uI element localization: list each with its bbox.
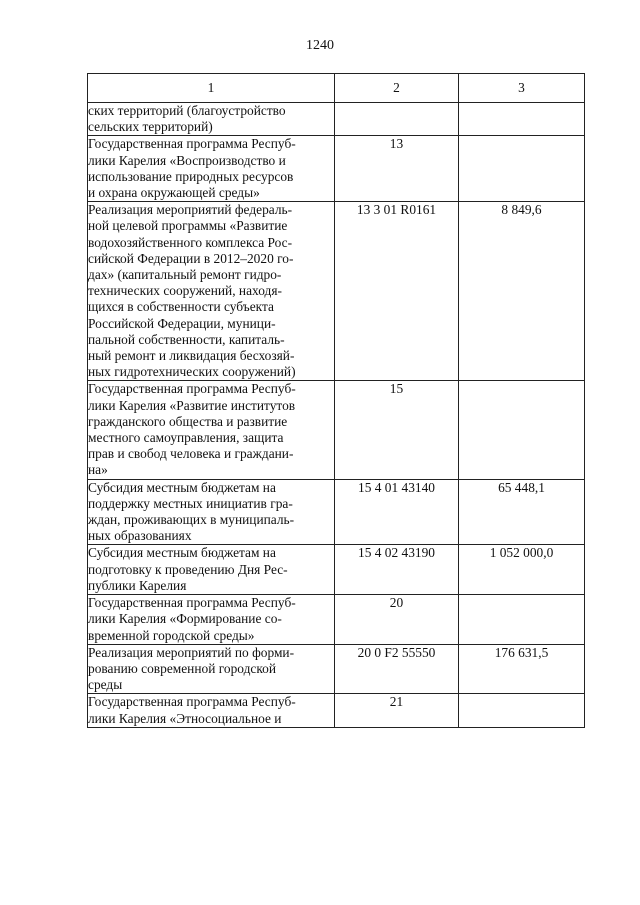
row-amount xyxy=(459,381,585,479)
row-description xyxy=(88,694,335,727)
description-line: ных образованиях xyxy=(88,528,192,544)
column-header-3: 3 xyxy=(459,74,585,103)
row-code: 20 0 F2 55550 xyxy=(335,644,459,694)
description-line: местного самоуправления, защита xyxy=(88,430,284,446)
description-line: щихся в собственности субъекта xyxy=(88,299,274,315)
row-amount xyxy=(459,694,585,727)
row-description xyxy=(88,103,335,136)
description-line: временной городской среды» xyxy=(88,627,255,643)
row-amount xyxy=(459,136,585,202)
column-header-2: 2 xyxy=(335,74,459,103)
description-line: лики Карелия «Воспроизводство и xyxy=(88,152,286,168)
description-line: Реализация мероприятий федераль- xyxy=(88,202,293,218)
row-description xyxy=(88,381,335,479)
row-amount: 65 448,1 xyxy=(459,479,585,545)
description-line: гражданского общества и развитие xyxy=(88,413,288,429)
table-row xyxy=(88,136,585,202)
description-line: Субсидия местным бюджетам на xyxy=(88,479,276,495)
description-line: Государственная программа Респуб- xyxy=(88,595,296,611)
description-line: Государственная программа Респуб- xyxy=(88,694,296,710)
column-header-1: 1 xyxy=(88,74,335,103)
description-line: на» xyxy=(88,462,108,478)
budget-table xyxy=(87,73,585,728)
header-row xyxy=(88,74,585,103)
description-line: публики Карелия xyxy=(88,577,187,593)
description-line: лики Карелия «Формирование со- xyxy=(88,611,282,627)
description-line: поддержку местных инициатив гра- xyxy=(88,495,293,511)
table-row xyxy=(88,545,585,595)
description-line: технических сооружений, находя- xyxy=(88,283,282,299)
row-amount xyxy=(459,595,585,645)
table-row xyxy=(88,103,585,136)
table-body xyxy=(88,103,585,728)
description-line: сийской Федерации в 2012–2020 го- xyxy=(88,250,294,266)
row-code: 13 3 01 R0161 xyxy=(335,202,459,381)
description-line: среды xyxy=(88,677,123,693)
description-line: ной целевой программы «Развитие xyxy=(88,218,288,234)
description-line: водохозяйственного комплекса Рос- xyxy=(88,234,293,250)
row-description xyxy=(88,202,335,381)
row-code: 15 4 02 43190 xyxy=(335,545,459,595)
page-number: 1240 xyxy=(306,38,334,53)
row-code: 13 xyxy=(335,136,459,202)
description-line: Государственная программа Респуб- xyxy=(88,136,296,152)
description-line: прав и свобод человека и граждани- xyxy=(88,446,294,462)
description-line: лики Карелия «Развитие институтов xyxy=(88,397,296,413)
table-row xyxy=(88,202,585,381)
row-amount: 1 052 000,0 xyxy=(459,545,585,595)
row-description xyxy=(88,545,335,595)
row-amount xyxy=(459,103,585,136)
description-line: ный ремонт и ликвидация бесхозяй- xyxy=(88,348,295,364)
row-description xyxy=(88,644,335,694)
table-row xyxy=(88,694,585,727)
description-line: лики Карелия «Этносоциальное и xyxy=(88,710,282,726)
description-line: Субсидия местным бюджетам на xyxy=(88,545,276,561)
description-line: пальной собственности, капиталь- xyxy=(88,331,285,347)
description-line: использование природных ресурсов xyxy=(88,168,294,184)
description-line: сельских территорий) xyxy=(88,119,213,135)
description-line: дах» (капитальный ремонт гидро- xyxy=(88,267,282,283)
row-code: 20 xyxy=(335,595,459,645)
description-line: Государственная программа Респуб- xyxy=(88,381,296,397)
row-amount: 176 631,5 xyxy=(459,644,585,694)
row-code: 15 4 01 43140 xyxy=(335,479,459,545)
description-line: ных гидротехнических сооружений) xyxy=(88,364,296,380)
description-line: и охрана окружающей среды» xyxy=(88,185,260,201)
row-amount: 8 849,6 xyxy=(459,202,585,381)
row-code xyxy=(335,103,459,136)
row-code: 15 xyxy=(335,381,459,479)
table-row xyxy=(88,479,585,545)
description-line: ждан, проживающих в муниципаль- xyxy=(88,512,295,528)
row-code: 21 xyxy=(335,694,459,727)
description-line: Российской Федерации, муници- xyxy=(88,315,276,331)
description-line: ских территорий (благоустройство xyxy=(88,103,286,118)
description-line: Реализация мероприятий по форми- xyxy=(88,644,295,660)
description-line: рованию современной городской xyxy=(88,660,277,676)
description-line: подготовку к проведению Дня Рес- xyxy=(88,561,288,577)
row-description xyxy=(88,479,335,545)
row-description xyxy=(88,595,335,645)
table-row xyxy=(88,381,585,479)
row-description xyxy=(88,136,335,202)
table-row xyxy=(88,595,585,645)
table-row xyxy=(88,644,585,694)
